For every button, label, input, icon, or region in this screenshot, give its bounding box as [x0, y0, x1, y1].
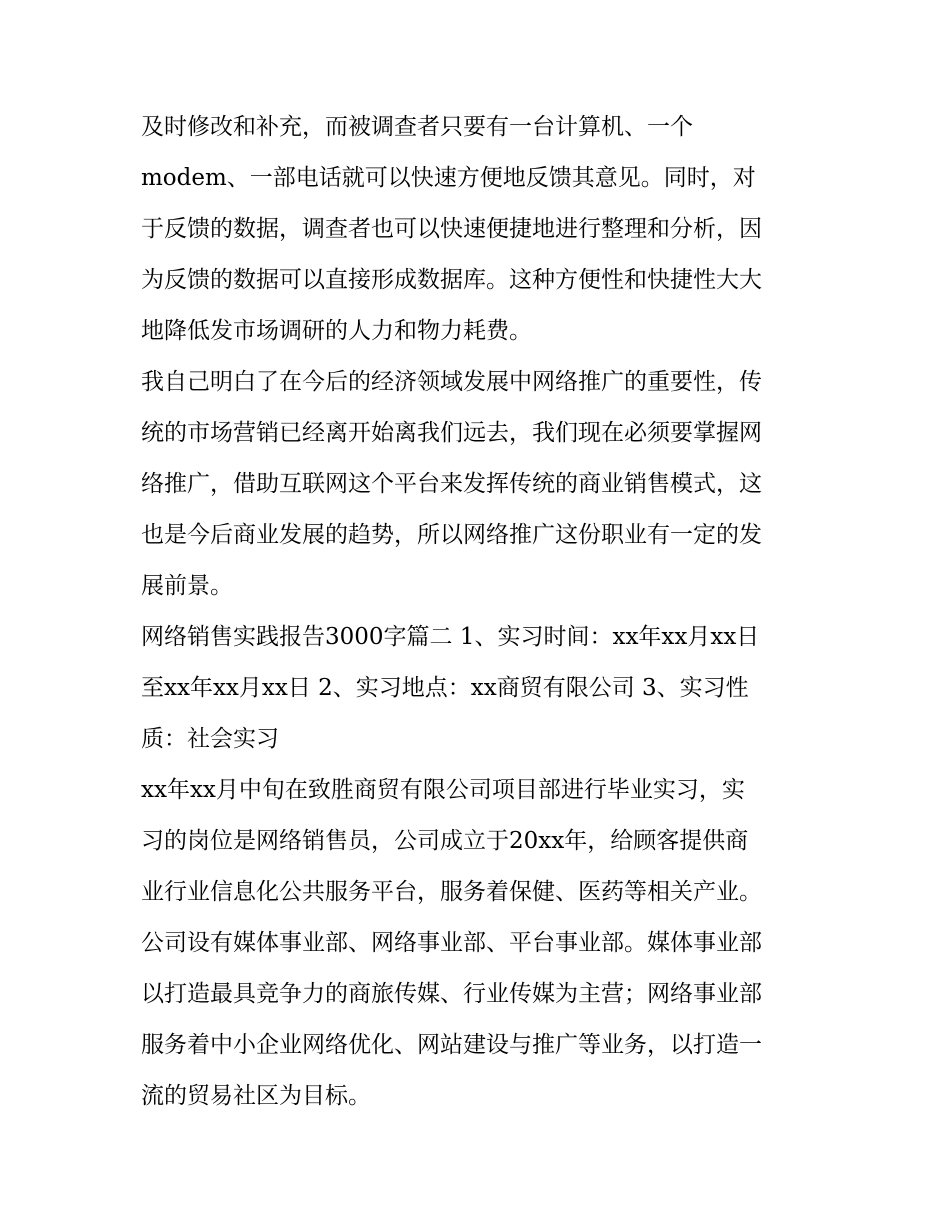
text-line: xx年xx月中旬在致胜商贸有限公司项目部进行毕业实习，实 — [141, 777, 745, 803]
text-line: 网络销售实践报告3000字篇二 1、实习时间：xx年xx月xx日 — [141, 624, 760, 650]
text-line: 至xx年xx月xx日 2、实习地点：xx商贸有限公司 3、实习性 — [141, 675, 749, 701]
text-line: 质：社会实习 — [141, 726, 279, 752]
text-line: 展前景。 — [141, 573, 233, 599]
text-line: 及时修改和补充，而被调查者只要有一台计算机、一个 — [141, 114, 693, 140]
text-line: 流的贸易社区为目标。 — [141, 1083, 371, 1109]
text-line: modem、一部电话就可以快速方便地反馈其意见。同时，对 — [141, 165, 756, 191]
text-line: 以打造最具竞争力的商旅传媒、行业传媒为主营；网络事业部 — [141, 981, 762, 1007]
text-line: 服务着中小企业网络优化、网站建设与推广等业务，以打造一 — [141, 1032, 762, 1058]
text-line: 习的岗位是网络销售员，公司成立于20xx年，给顾客提供商 — [141, 828, 749, 854]
text-line: 公司设有媒体事业部、网络事业部、平台事业部。媒体事业部 — [141, 930, 762, 956]
text-line: 业行业信息化公共服务平台，服务着保健、医药等相关产业。 — [141, 879, 762, 905]
text-line: 统的市场营销已经离开始离我们远去，我们现在必须要掌握网 — [141, 420, 762, 446]
text-line: 为反馈的数据可以直接形成数据库。这种方便性和快捷性大大 — [141, 267, 762, 293]
text-line: 络推广，借助互联网这个平台来发挥传统的商业销售模式，这 — [141, 471, 762, 497]
text-line: 我自己明白了在今后的经济领域发展中网络推广的重要性，传 — [141, 369, 762, 395]
text-line: 于反馈的数据，调查者也可以快速便捷地进行整理和分析，因 — [141, 216, 762, 242]
document-body — [141, 102, 821, 1122]
text-line: 也是今后商业发展的趋势，所以网络推广这份职业有一定的发 — [141, 522, 762, 548]
text-line: 地降低发市场调研的人力和物力耗费。 — [141, 318, 532, 344]
